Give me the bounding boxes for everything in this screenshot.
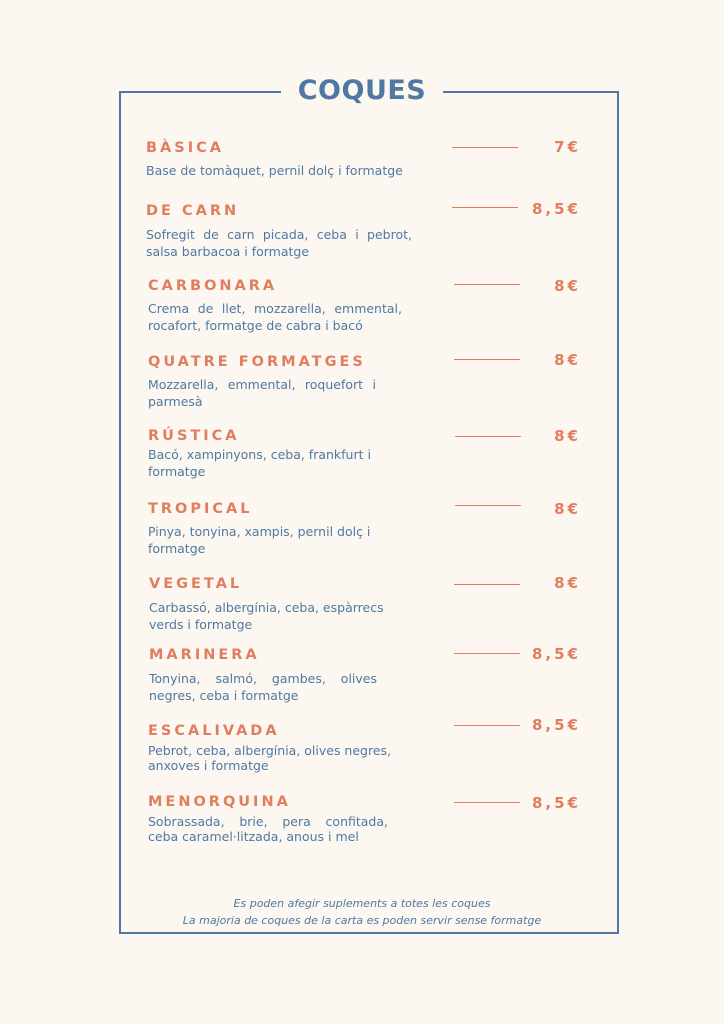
- price-dash: [455, 436, 521, 437]
- price-dash: [454, 725, 520, 726]
- item-description: Pebrot, ceba, albergínia, olives negres, anxoves i formatge: [148, 743, 392, 773]
- item-description: Crema de llet, mozzarella, emmental, rocafort, formatge de cabra i bacó: [148, 301, 402, 333]
- footer-note-2: La majoria de coques de la carta es poden servir sense formatge: [182, 914, 542, 927]
- price-dash: [454, 584, 520, 585]
- price-dash: [454, 284, 520, 285]
- item-name: QUATRE FORMATGES: [148, 354, 366, 370]
- menu-title: COQUES: [297, 75, 427, 106]
- item-description: Tonyina, salmó, gambes, olives negres, ceba i formatge: [149, 671, 377, 703]
- price-dash: [454, 359, 520, 360]
- item-name: ESCALIVADA: [148, 723, 280, 739]
- item-name: RÚSTICA: [148, 428, 240, 444]
- item-price: 8€: [554, 277, 581, 295]
- item-price: 8,5€: [531, 200, 581, 218]
- footer-note-1: Es poden afegir suplements a totes les coques: [233, 897, 491, 910]
- item-description: Carbassó, albergínia, ceba, espàrrecs verds i formatge: [149, 600, 384, 632]
- item-description: Mozzarella, emmental, roquefort i parmesà: [148, 377, 376, 409]
- item-name: DE CARN: [146, 203, 240, 219]
- item-price: 8€: [554, 574, 581, 592]
- item-name: BÀSICA: [146, 140, 224, 156]
- item-name: MARINERA: [149, 647, 260, 663]
- item-name: CARBONARA: [148, 278, 278, 294]
- item-description: Base de tomàquet, pernil dolç i formatge: [146, 163, 403, 178]
- item-name: TROPICAL: [148, 501, 253, 517]
- item-description: Sobrassada, brie, pera confitada, ceba caramel·litzada, anous i mel: [148, 814, 388, 844]
- item-price: 8€: [554, 427, 581, 445]
- item-price: 8€: [554, 500, 581, 518]
- item-description: Pinya, tonyina, xampis, pernil dolç i formatge: [148, 524, 371, 556]
- item-price: 7€: [554, 138, 581, 156]
- price-dash: [452, 147, 518, 148]
- item-name: VEGETAL: [149, 576, 243, 592]
- item-price: 8,5€: [531, 716, 581, 734]
- item-price: 8,5€: [531, 645, 581, 663]
- item-name: MENORQUINA: [148, 794, 291, 810]
- item-price: 8€: [554, 351, 581, 369]
- item-description: Bacó, xampinyons, ceba, frankfurt i formatge: [148, 447, 371, 479]
- price-dash: [455, 505, 521, 506]
- item-description: Sofregit de carn picada, ceba i pebrot, salsa barbacoa i formatge: [146, 227, 412, 259]
- price-dash: [454, 653, 520, 654]
- price-dash: [452, 207, 518, 208]
- price-dash: [454, 802, 520, 803]
- item-price: 8,5€: [531, 794, 581, 812]
